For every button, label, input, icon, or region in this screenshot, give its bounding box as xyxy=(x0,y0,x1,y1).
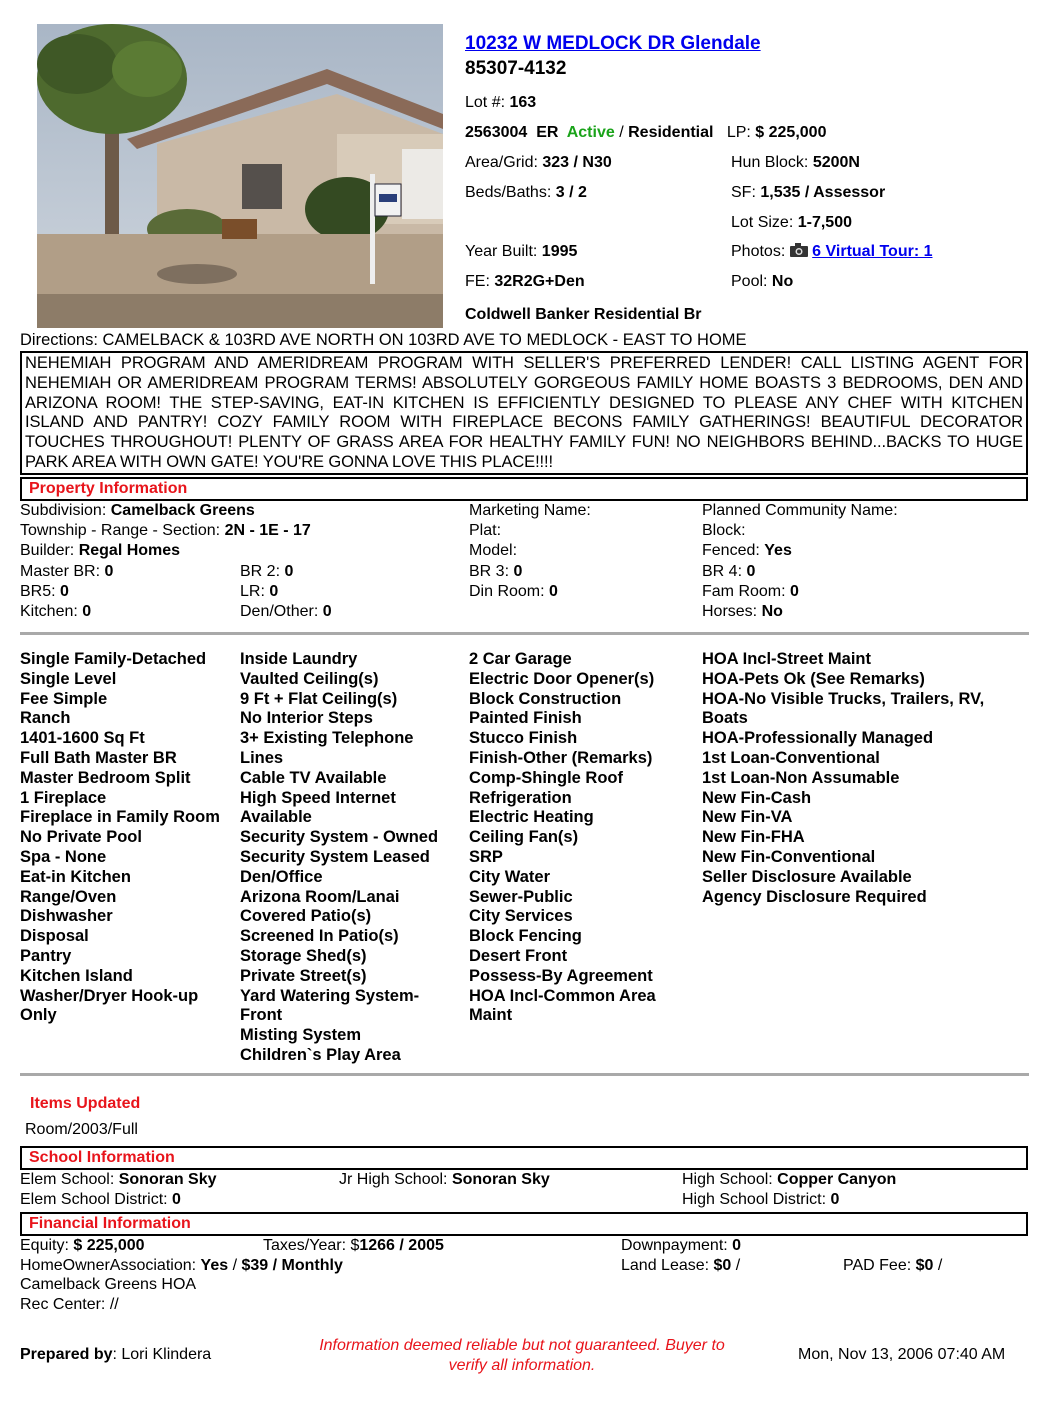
feature-item: No Interior Steps xyxy=(240,709,373,728)
dining-room: Din Room: 0 xyxy=(469,583,558,600)
elem-district: Elem School District: 0 xyxy=(20,1191,181,1208)
feature-item: Vaulted Ceiling(s) xyxy=(240,669,379,688)
br4: BR 4: 0 xyxy=(702,563,756,580)
block: Block: xyxy=(702,522,746,539)
feature-item: Storage Shed(s) xyxy=(240,946,367,965)
feature-item: Arizona Room/Lanai xyxy=(240,887,400,906)
downpayment: Downpayment: 0 xyxy=(621,1237,742,1254)
feature-item: Possess-By Agreement xyxy=(469,966,653,985)
feature-item: Boats xyxy=(702,709,748,728)
feature-item: Kitchen Island xyxy=(20,966,133,985)
feature-item: New Fin-Cash xyxy=(702,788,812,807)
br3: BR 3: 0 xyxy=(469,563,523,580)
feature-item: 9 Ft + Flat Ceiling(s) xyxy=(240,689,398,708)
feature-item: Block Fencing xyxy=(469,927,582,946)
feature-item: Front xyxy=(240,1006,283,1025)
address-link[interactable]: 10232 W MEDLOCK DR Glendale xyxy=(465,33,761,54)
feature-item: Lines xyxy=(240,748,284,767)
financial-info-header: Financial Information xyxy=(20,1212,1028,1236)
kitchen: Kitchen: 0 xyxy=(20,603,92,620)
feature-item: City Services xyxy=(469,907,573,926)
feature-item: HOA Incl-Common Area xyxy=(469,986,656,1005)
township: Township - Range - Section: 2N - 1E - 17 xyxy=(20,522,311,539)
feature-item: Eat-in Kitchen xyxy=(20,867,131,886)
model: Model: xyxy=(469,542,518,559)
beds-baths: Beds/Baths: 3 / 2 xyxy=(465,184,587,201)
divider xyxy=(20,632,1029,635)
feature-item: Electric Heating xyxy=(469,808,594,827)
br5: BR5: 0 xyxy=(20,583,69,600)
hoa-name: Camelback Greens HOA xyxy=(20,1276,197,1293)
taxes: Taxes/Year: $1266 / 2005 xyxy=(263,1237,444,1254)
den-other: Den/Other: 0 xyxy=(240,603,332,620)
feature-item: Electric Door Opener(s) xyxy=(469,669,655,688)
feature-item: Master Bedroom Split xyxy=(20,768,191,787)
master-br: Master BR: 0 xyxy=(20,563,114,580)
divider xyxy=(20,1073,1029,1076)
feature-item: SRP xyxy=(469,847,503,866)
photos: Photos: 6 Virtual Tour: 1 xyxy=(731,243,933,260)
high-district: High School District: 0 xyxy=(682,1191,840,1208)
lot-size: Lot Size: 1-7,500 xyxy=(731,214,852,231)
feature-item: Single Family-Detached xyxy=(20,650,207,668)
horses: Horses: No xyxy=(702,603,783,620)
area-grid: Area/Grid: 323 / N30 xyxy=(465,154,612,171)
pad-fee: PAD Fee: $0 / xyxy=(843,1257,943,1274)
br2: BR 2: 0 xyxy=(240,563,294,580)
feature-item: HOA-Professionally Managed xyxy=(702,729,934,748)
builder: Builder: Regal Homes xyxy=(20,542,181,559)
feature-item: Sewer-Public xyxy=(469,887,573,906)
feature-item: HOA Incl-Street Maint xyxy=(702,650,871,668)
feature-item: 2 Car Garage xyxy=(469,650,572,668)
hoa: HomeOwnerAssociation: Yes / $39 / Monthly xyxy=(20,1257,343,1274)
feature-item: Range/Oven xyxy=(20,887,117,906)
feature-item: 1 Fireplace xyxy=(20,788,107,807)
year-built: Year Built: 1995 xyxy=(465,243,578,260)
feature-item: 3+ Existing Telephone xyxy=(240,729,414,748)
hun-block: Hun Block: 5200N xyxy=(731,154,860,171)
listing-photo xyxy=(37,24,443,328)
listing-office: Coldwell Banker Residential Br xyxy=(465,306,702,323)
feature-item: Washer/Dryer Hook-up xyxy=(20,986,199,1005)
feature-item: 1st Loan-Conventional xyxy=(702,748,880,767)
feature-item: Disposal xyxy=(20,927,89,946)
feature-item: Finish-Other (Remarks) xyxy=(469,748,653,767)
feature-item: Fee Simple xyxy=(20,689,108,708)
school-info-header: School Information xyxy=(20,1146,1028,1170)
lot-number: Lot #: 163 xyxy=(465,94,537,111)
planned-community: Planned Community Name: xyxy=(702,502,898,519)
feature-item: Den/Office xyxy=(240,867,323,886)
feature-item: 1401-1600 Sq Ft xyxy=(20,729,145,748)
feature-item: Security System - Owned xyxy=(240,828,439,847)
rec-center: Rec Center: // xyxy=(20,1296,119,1313)
feature-item: Pantry xyxy=(20,946,72,965)
feature-item: Misting System xyxy=(240,1026,362,1045)
feature-item: Painted Finish xyxy=(469,709,582,728)
public-remarks: NEHEMIAH PROGRAM AND AMERIDREAM PROGRAM WITH SELLER'S PREFERRED LENDER! CALL LISTING AGENT FOR NEHEMIAH OR AMERIDREAM PROGRAM TERMS! ABSOLUTELY GORGEOUS FAMILY HOME BOASTS 3 BEDROOMS, DEN AND ARIZONA ROOM! THE STEP-SAVING, EAT-IN KITCHEN IS EFFICIENTLY DESIGNED TO PLEASE ANY CHEF WITH KITCHEN ISLAND AND PANTRY! COZY FAMILY ROOM WITH FIREPLACE BECONS FAMILY GATHERINGS! BEAUTIFUL DECORATOR TOUCHES THROUGHOUT! PLENTY OF GRASS AREA FOR HEALTHY FAMILY FUN! NO NEIGHBORS BEHIND...BACKS TO HUGE PARK AREA WITH OWN GATE! YOU'RE GONNA LOVE THIS PLACE!!!! xyxy=(20,351,1028,475)
square-feet: SF: 1,535 / Assessor xyxy=(731,184,886,201)
feature-item: Children`s Play Area xyxy=(240,1045,401,1064)
feature-item: New Fin-FHA xyxy=(702,828,805,847)
feature-item: No Private Pool xyxy=(20,828,142,847)
feature-item: Refrigeration xyxy=(469,788,572,807)
features-col-1 xyxy=(20,650,220,1026)
feature-item: Comp-Shingle Roof xyxy=(469,768,623,787)
prepared-by: Prepared by: Lori Klindera xyxy=(20,1346,212,1363)
feature-item: New Fin-Conventional xyxy=(702,847,876,866)
feature-item: High Speed Internet xyxy=(240,788,396,807)
feature-item: Security System Leased xyxy=(240,847,430,866)
fenced: Fenced: Yes xyxy=(702,542,792,559)
virtual-tour-link[interactable]: 6 Virtual Tour: 1 xyxy=(812,243,933,260)
jr-high-school: Jr High School: Sonoran Sky xyxy=(339,1171,550,1188)
high-school: High School: Copper Canyon xyxy=(682,1171,897,1188)
subdivision: Subdivision: Camelback Greens xyxy=(20,502,255,519)
elem-school: Elem School: Sonoran Sky xyxy=(20,1171,217,1188)
feature-item: Stucco Finish xyxy=(469,729,578,748)
timestamp: Mon, Nov 13, 2006 07:40 AM xyxy=(798,1346,1006,1363)
family-room: Fam Room: 0 xyxy=(702,583,799,600)
features-col-2 xyxy=(240,650,438,1066)
disclaimer: Information deemed reliable but not guaranteed. Buyer to verify all information. xyxy=(319,1337,725,1374)
pool: Pool: No xyxy=(731,273,794,290)
feature-item: Only xyxy=(20,1006,57,1025)
feature-item: Seller Disclosure Available xyxy=(702,867,912,886)
feature-item: Yard Watering System- xyxy=(240,986,420,1005)
feature-item: Inside Laundry xyxy=(240,650,358,668)
feature-item: New Fin-VA xyxy=(702,808,793,827)
feature-item: Cable TV Available xyxy=(240,768,387,787)
feature-item: Spa - None xyxy=(20,847,107,866)
living-room: LR: 0 xyxy=(240,583,279,600)
listing-summary: 2563004 ER Active / Residential LP: $ 225,000 xyxy=(465,124,827,141)
feature-item: Single Level xyxy=(20,669,117,688)
feature-item: Screened In Patio(s) xyxy=(240,927,399,946)
feature-item: HOA-No Visible Trucks, Trailers, RV, xyxy=(702,689,985,708)
feature-item: Agency Disclosure Required xyxy=(702,887,927,906)
zip-code: 85307-4132 xyxy=(465,58,567,79)
features-col-4 xyxy=(702,650,984,907)
feature-item: Ceiling Fan(s) xyxy=(469,828,579,847)
feature-item: City Water xyxy=(469,867,550,886)
feature-item: Ranch xyxy=(20,709,71,728)
feature-item: Available xyxy=(240,808,312,827)
feature-item: HOA-Pets Ok (See Remarks) xyxy=(702,669,925,688)
feature-item: Maint xyxy=(469,1006,513,1025)
feature-item: Private Street(s) xyxy=(240,966,367,985)
plat: Plat: xyxy=(469,522,502,539)
feature-item: Dishwasher xyxy=(20,907,113,926)
features-col-3 xyxy=(469,650,656,1026)
marketing-name: Marketing Name: xyxy=(469,502,591,519)
items-updated-value: Room/2003/Full xyxy=(25,1121,138,1138)
property-info-header: Property Information xyxy=(20,477,1028,501)
feature-item: Covered Patio(s) xyxy=(240,907,372,926)
directions: Directions: CAMELBACK & 103RD AVE NORTH ON 103RD AVE TO MEDLOCK - EAST TO HOME xyxy=(20,331,747,349)
equity: Equity: $ 225,000 xyxy=(20,1237,145,1254)
items-updated-header: Items Updated xyxy=(30,1095,141,1112)
fe: FE: 32R2G+Den xyxy=(465,273,585,290)
feature-item: 1st Loan-Non Assumable xyxy=(702,768,900,787)
feature-item: Block Construction xyxy=(469,689,622,708)
feature-item: Fireplace in Family Room xyxy=(20,808,220,827)
camera-icon xyxy=(790,243,808,262)
feature-item: Desert Front xyxy=(469,946,568,965)
feature-item: Full Bath Master BR xyxy=(20,748,177,767)
status-badge: Active xyxy=(566,124,615,141)
land-lease: Land Lease: $0 / xyxy=(621,1257,741,1274)
